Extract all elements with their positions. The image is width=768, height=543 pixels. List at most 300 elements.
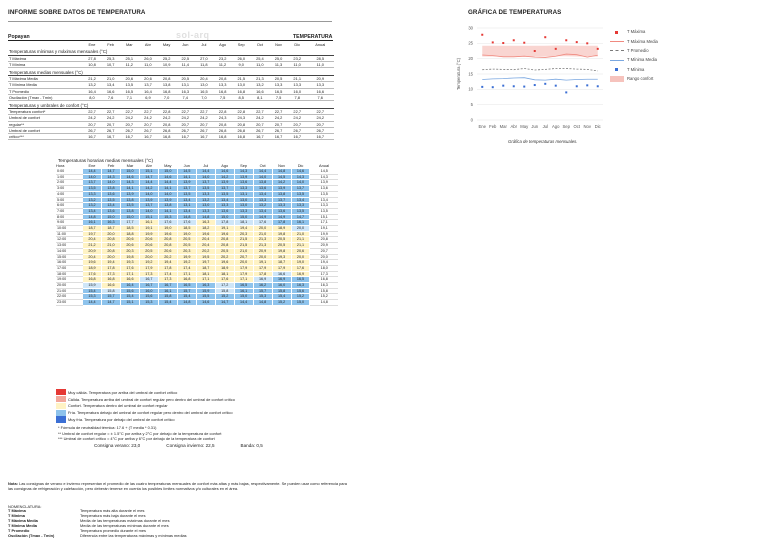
- hourly-cell: 16,7: [139, 283, 158, 289]
- cell-value: 24,2: [162, 115, 171, 121]
- cell-value: 11,2: [125, 61, 133, 67]
- hourly-cell: 13,4: [177, 197, 196, 203]
- hourly-cell: 19,6: [215, 260, 234, 266]
- hourly-cell: 15,1: [139, 214, 158, 220]
- hourly-cell: 17,1: [234, 277, 253, 283]
- hourly-cell: 14,8: [272, 169, 291, 175]
- hourly-cell: 17,6: [120, 265, 139, 271]
- cell-value: 11,3: [274, 61, 283, 67]
- hourly-cell: 13,8: [158, 203, 177, 209]
- hourly-cell: 21,5: [234, 243, 253, 249]
- hourly-cell: 20,8: [158, 237, 177, 243]
- hourly-cell: 15,0: [291, 300, 310, 306]
- hourly-cell: 14,6: [215, 169, 234, 175]
- cell-value: 20,6: [144, 76, 152, 82]
- monthly-table: [8, 42, 334, 140]
- hourly-cell: 17,2: [215, 283, 234, 289]
- x-tick-label: Jun: [531, 124, 539, 129]
- cell-value: 24,2: [125, 115, 134, 121]
- cell-value: 16,7: [293, 133, 301, 139]
- hourly-annual: 13,5: [310, 191, 338, 197]
- cell-value: 22,7: [125, 109, 134, 115]
- hourly-cell: 16,0: [272, 283, 291, 289]
- month-header: May: [164, 163, 172, 168]
- cell-value: 20,8: [218, 76, 227, 82]
- hourly-cell: 14,7: [102, 169, 121, 175]
- data-point: [565, 39, 567, 41]
- cell-value: 24,3: [218, 115, 227, 121]
- hourly-table-wrap: [56, 163, 338, 306]
- legend-label: Fría. Temperatura debajo del umbral de confort regular pero dentro del umbral de confort crítico: [68, 410, 233, 416]
- cell-value: 21,0: [106, 76, 115, 82]
- hourly-cell: 20,0: [139, 254, 158, 260]
- annual-value: 20,7: [316, 121, 325, 127]
- hourly-cell: 16,7: [139, 277, 158, 283]
- cell-value: 25,0: [274, 55, 283, 61]
- hourly-annual: 15,2: [310, 294, 338, 300]
- hourly-cell: 20,9: [253, 248, 272, 254]
- hourly-cell: 17,4: [177, 265, 196, 271]
- hourly-cell: 13,4: [253, 208, 272, 214]
- chart-legend-marker: [610, 66, 624, 72]
- cell-value: 22,7: [88, 109, 96, 115]
- cell-value: 11,4: [181, 61, 189, 67]
- cell-value: 9,0: [238, 61, 244, 67]
- hourly-cell: 13,5: [291, 208, 310, 214]
- glossary-definition: Temperatura más baja durante el mes: [80, 512, 146, 518]
- cell-value: 16,7: [274, 133, 283, 139]
- hourly-cell: 14,4: [196, 169, 215, 175]
- hourly-cell: 20,6: [139, 243, 158, 249]
- hourly-cell: 18,1: [215, 271, 234, 277]
- month-header: Sep: [237, 42, 245, 48]
- comfort-legend: [56, 389, 346, 423]
- hourly-cell: 14,4: [83, 169, 102, 175]
- hourly-cell: 21,1: [291, 243, 310, 249]
- hourly-cell: 13,5: [215, 191, 234, 197]
- hourly-cell: 20,0: [291, 226, 310, 232]
- glossary-row: [8, 534, 187, 539]
- hour-label: 17:00: [56, 265, 83, 271]
- x-tick-label: Dic: [594, 124, 601, 129]
- cell-value: 20,7: [256, 121, 264, 127]
- cell-value: 13,4: [106, 82, 115, 88]
- hour-label: 4:00: [56, 191, 83, 197]
- cell-value: 20,7: [181, 121, 190, 127]
- x-tick-label: Nov: [583, 124, 591, 129]
- hourly-cell: 16,0: [139, 288, 158, 294]
- annual-value: 26,7: [316, 127, 325, 133]
- report-title: INFORME SOBRE DATOS DE TEMPERATURA: [8, 9, 146, 16]
- cell-value: 7,0: [201, 94, 207, 100]
- hourly-cell: 19,5: [196, 254, 215, 260]
- cell-value: 22,8: [218, 109, 227, 115]
- hourly-cell: 15,0: [158, 169, 177, 175]
- chart-legend-label: T Promedio: [627, 47, 649, 53]
- cell-value: 26,7: [274, 127, 283, 133]
- month-header: Dic: [294, 42, 301, 48]
- hourly-cell: 13,3: [196, 208, 215, 214]
- hourly-cell: 13,2: [83, 197, 102, 203]
- cell-value: 22,7: [293, 109, 301, 115]
- hourly-cell: 16,8: [83, 277, 102, 283]
- data-point: [502, 42, 504, 44]
- hour-label: 0:00: [56, 169, 83, 175]
- cell-value: 24,2: [293, 115, 301, 121]
- annual-value: 24,2: [316, 115, 325, 121]
- hour-label: 8:00: [56, 214, 83, 220]
- cell-value: 16,7: [144, 133, 152, 139]
- hourly-cell: 15,1: [120, 300, 139, 306]
- hourly-cell: 15,4: [272, 294, 291, 300]
- cell-value: 16,7: [256, 133, 264, 139]
- hourly-cell: 19,4: [234, 226, 253, 232]
- hour-label: 9:00: [56, 220, 83, 226]
- hourly-cell: 15,7: [253, 288, 272, 294]
- cell-value: 26,0: [237, 55, 246, 61]
- hourly-cell: 16,1: [291, 220, 310, 226]
- month-header: Feb: [107, 42, 114, 48]
- hourly-cell: 15,6: [120, 288, 139, 294]
- hour-label: 1:00: [56, 174, 83, 180]
- cell-value: 10,8: [88, 61, 96, 67]
- cell-value: 22,7: [274, 109, 283, 115]
- hourly-cell: 20,3: [177, 248, 196, 254]
- hourly-cell: 16,9: [272, 277, 291, 283]
- hourly-annual: 19,4: [310, 260, 338, 266]
- x-tick-label: Sep: [562, 124, 570, 129]
- hourly-cell: 13,1: [234, 191, 253, 197]
- cell-value: 22,8: [237, 109, 246, 115]
- hourly-cell: 17,3: [102, 271, 121, 277]
- cell-value: 26,0: [144, 55, 152, 61]
- hourly-annual: 15,8: [310, 288, 338, 294]
- hourly-cell: 14,0: [139, 208, 158, 214]
- hourly-cell: 19,4: [102, 260, 121, 266]
- data-point: [492, 41, 494, 43]
- x-tick-label: May: [520, 124, 529, 129]
- y-tick-label: 10: [468, 86, 473, 92]
- hourly-cell: 13,6: [272, 208, 291, 214]
- cell-value: 16,3: [181, 88, 190, 94]
- cell-value: 20,7: [293, 121, 301, 127]
- hourly-cell: 13,8: [120, 208, 139, 214]
- hourly-cell: 20,4: [196, 243, 215, 249]
- hourly-cell: 20,0: [291, 254, 310, 260]
- hourly-cell: 13,7: [139, 203, 158, 209]
- cell-value: 16,8: [237, 88, 246, 94]
- hourly-cell: 19,9: [177, 254, 196, 260]
- hour-label: 7:00: [56, 208, 83, 214]
- hourly-cell: 14,6: [291, 169, 310, 175]
- cell-value: 26,8: [237, 127, 246, 133]
- hourly-cell: 15,0: [102, 214, 121, 220]
- hourly-cell: 19,1: [215, 226, 234, 232]
- hourly-cell: 17,6: [291, 265, 310, 271]
- cell-value: 13,1: [181, 82, 190, 88]
- month-header: Nov: [278, 163, 286, 168]
- month-header: Jun: [183, 163, 190, 168]
- hourly-cell: 16,5: [291, 277, 310, 283]
- cell-value: 7,8: [294, 94, 300, 100]
- hourly-cell: 14,3: [291, 174, 310, 180]
- glossary-definition: Temperatura más alta durante el mes: [80, 508, 145, 513]
- cell-value: 25,1: [125, 55, 134, 61]
- series-line: [482, 78, 598, 80]
- note-paragraph: Nota: Las consignas de verano e invierno representan el promedio de las cuatro temperaturas mensuales de confort más altas y más bajas, respectivamente. Se pueden usar como referencia para las consignas de refrigeración y calefacción, pero deberán tenerse en cuenta los posibles límites normativos y/o culturales en el área.: [8, 481, 347, 492]
- hourly-cell: 20,7: [234, 254, 253, 260]
- cell-value: 11,8: [200, 61, 208, 67]
- hourly-cell: 15,7: [102, 294, 121, 300]
- hourly-cell: 14,4: [158, 180, 177, 186]
- hourly-cell: 13,2: [253, 203, 272, 209]
- row-label: T Mínima: [9, 61, 26, 67]
- cell-value: 24,2: [106, 115, 115, 121]
- hourly-cell: 13,6: [102, 191, 121, 197]
- cell-value: 16,8: [237, 133, 246, 139]
- cell-value: 24,2: [144, 115, 152, 121]
- cell-value: 6,9: [145, 94, 151, 100]
- hour-label: 21:00: [56, 288, 83, 294]
- hourly-cell: 14,3: [120, 180, 139, 186]
- chart-legend-marker: [610, 29, 624, 35]
- cell-value: 26,7: [181, 127, 190, 133]
- cell-value: 20,5: [274, 76, 283, 82]
- month-header: Jun: [182, 42, 189, 48]
- cell-value: 20,7: [125, 121, 134, 127]
- hourly-cell: 19,1: [139, 226, 158, 232]
- row-label: Umbral de confort: [9, 115, 40, 121]
- legend-swatch: [56, 416, 66, 422]
- hourly-cell: 17,7: [120, 220, 139, 226]
- hourly-cell: 17,8: [253, 271, 272, 277]
- hourly-cell: 13,4: [253, 191, 272, 197]
- annual-value: 22,7: [316, 109, 325, 115]
- data-point: [544, 83, 546, 85]
- hourly-cell: 18,9: [83, 265, 102, 271]
- hourly-cell: 13,5: [177, 191, 196, 197]
- hourly-cell: 16,3: [102, 220, 121, 226]
- x-tick-label: Mar: [499, 124, 507, 129]
- hourly-cell: 21,0: [234, 248, 253, 254]
- hourly-cell: 20,0: [234, 260, 253, 266]
- hourly-cell: 16,5: [234, 283, 253, 289]
- glossary: [8, 509, 187, 538]
- hourly-cell: 13,1: [177, 203, 196, 209]
- hourly-cell: 14,3: [234, 169, 253, 175]
- hourly-cell: 19,6: [196, 231, 215, 237]
- hourly-cell: 21,0: [253, 231, 272, 237]
- cell-value: 7,5: [219, 94, 226, 100]
- hourly-cell: 17,9: [272, 265, 291, 271]
- hourly-cell: 15,0: [234, 214, 253, 220]
- month-header: Mar: [125, 42, 133, 48]
- cell-value: 16,0: [293, 88, 301, 94]
- row-label: Temperatura confort*: [9, 109, 46, 115]
- hourly-cell: 16,6: [272, 271, 291, 277]
- hourly-cell: 20,2: [158, 254, 177, 260]
- hourly-cell: 15,6: [291, 288, 310, 294]
- hourly-annual: 14,5: [310, 169, 338, 175]
- data-point: [502, 85, 504, 87]
- hourly-cell: 21,2: [83, 243, 102, 249]
- hourly-cell: 13,3: [215, 203, 234, 209]
- hourly-cell: 14,4: [139, 180, 158, 186]
- cell-value: 24,2: [256, 115, 264, 121]
- hourly-cell: 14,5: [177, 169, 196, 175]
- hourly-cell: 13,9: [158, 197, 177, 203]
- cell-value: 20,7: [274, 121, 283, 127]
- hourly-cell: 19,3: [120, 260, 139, 266]
- cell-value: 20,8: [162, 121, 171, 127]
- hourly-cell: 17,6: [215, 277, 234, 283]
- cell-value: 16,8: [162, 133, 171, 139]
- month-header: Ago: [219, 42, 227, 48]
- hourly-cell: 13,0: [234, 203, 253, 209]
- cell-value: 8,5: [238, 94, 244, 100]
- hourly-cell: 14,4: [83, 300, 102, 306]
- chart-legend-item: [610, 55, 658, 64]
- cell-value: 26,7: [125, 127, 134, 133]
- hourly-cell: 21,1: [291, 237, 310, 243]
- chart-legend: [610, 27, 658, 83]
- cell-value: 8,0: [89, 94, 95, 100]
- hourly-cell: 14,7: [139, 174, 158, 180]
- hourly-cell: 18,7: [83, 226, 102, 232]
- hourly-cell: 14,8: [253, 300, 272, 306]
- cell-value: 11,0: [144, 61, 152, 67]
- cell-value: 24,2: [88, 115, 96, 121]
- section-title: Temperaturas mínimas y máximas mensuales (°C): [8, 47, 334, 55]
- series-line: [482, 68, 598, 70]
- hourly-cell: 15,2: [291, 294, 310, 300]
- cell-value: 16,7: [181, 133, 190, 139]
- hourly-cell: 16,1: [158, 288, 177, 294]
- hourly-cell: 18,5: [120, 226, 139, 232]
- data-point: [576, 85, 578, 87]
- hourly-cell: 14,8: [177, 300, 196, 306]
- hourly-cell: 19,6: [158, 231, 177, 237]
- hourly-annual: 16,3: [310, 283, 338, 289]
- hourly-cell: 15,3: [83, 294, 102, 300]
- legend-label: Muy cálida. Temperatura por arriba del umbral de confort crítico: [68, 389, 178, 395]
- chart-legend-label: T Máxima: [627, 29, 646, 35]
- cell-value: 26,7: [144, 127, 152, 133]
- hourly-cell: 18,8: [120, 231, 139, 237]
- hourly-cell: 13,3: [272, 203, 291, 209]
- cell-value: 13,3: [293, 82, 301, 88]
- hourly-cell: 15,8: [102, 288, 121, 294]
- cell-value: 16,7: [125, 133, 134, 139]
- month-header: Ago: [221, 163, 229, 168]
- monthly-table-wrap: [8, 42, 334, 140]
- cell-value: 10,7: [106, 61, 115, 67]
- hourly-cell: 16,2: [253, 283, 272, 289]
- legend-swatch: [56, 403, 66, 409]
- cell-value: 7,6: [107, 94, 114, 100]
- cell-value: 13,0: [200, 82, 208, 88]
- data-point: [597, 48, 599, 50]
- hourly-cell: 20,5: [215, 248, 234, 254]
- row-label: Umbral de confort: [9, 127, 40, 133]
- hourly-cell: 15,3: [158, 214, 177, 220]
- hourly-cell: 21,0: [102, 243, 121, 249]
- hourly-cell: 13,7: [291, 186, 310, 192]
- hourly-cell: 17,3: [139, 271, 158, 277]
- cell-value: 13,8: [162, 82, 171, 88]
- hourly-table: [56, 163, 338, 306]
- legend-item: [56, 403, 346, 410]
- cell-value: 16,7: [88, 133, 96, 139]
- hourly-cell: 13,9: [215, 180, 234, 186]
- month-header: Oct: [259, 163, 266, 168]
- hourly-cell: 20,0: [253, 226, 272, 232]
- cell-value: 20,7: [200, 121, 208, 127]
- hourly-cell: 20,5: [177, 237, 196, 243]
- hourly-cell: 20,3: [120, 248, 139, 254]
- hourly-cell: 14,0: [102, 180, 121, 186]
- hourly-cell: 13,4: [291, 197, 310, 203]
- data-point: [534, 50, 536, 52]
- hour-label: 3:00: [56, 186, 83, 192]
- data-point: [513, 39, 515, 41]
- hourly-cell: 19,8: [272, 248, 291, 254]
- hourly-cell: 19,6: [215, 231, 234, 237]
- hour-label: 18:00: [56, 271, 83, 277]
- cell-value: 7,1: [126, 94, 132, 100]
- row-label: T Máxima Media: [9, 76, 38, 82]
- hourly-cell: 14,1: [158, 186, 177, 192]
- glossary-term: T Mínima: [8, 512, 25, 518]
- hourly-cell: 20,4: [196, 237, 215, 243]
- hourly-cell: 15,4: [177, 294, 196, 300]
- hourly-cell: 18,5: [177, 226, 196, 232]
- hourly-cell: 15,3: [253, 294, 272, 300]
- hourly-cell: 13,8: [272, 191, 291, 197]
- data-point: [555, 85, 557, 87]
- month-header: Feb: [107, 163, 115, 168]
- hourly-cell: 16,8: [102, 277, 121, 283]
- cell-value: 13,7: [144, 82, 152, 88]
- month-header: Jul: [201, 42, 207, 48]
- hourly-cell: 14,8: [177, 214, 196, 220]
- hourly-cell: 21,5: [234, 237, 253, 243]
- hour-header: Hora: [56, 163, 65, 169]
- hourly-cell: 19,0: [177, 231, 196, 237]
- hour-label: 23:00: [56, 300, 83, 306]
- hourly-cell: 19,0: [158, 226, 177, 232]
- cell-value: 22,7: [181, 109, 190, 115]
- hourly-cell: 15,0: [215, 214, 234, 220]
- y-tick-label: 0: [470, 117, 473, 123]
- hourly-cell: 14,1: [177, 174, 196, 180]
- header-divider: [8, 21, 332, 22]
- cell-value: 26,7: [200, 127, 208, 133]
- hourly-cell: 16,4: [120, 283, 139, 289]
- hourly-cell: 16,5: [177, 283, 196, 289]
- data-point: [534, 84, 536, 86]
- hourly-cell: 17,9: [139, 265, 158, 271]
- month-header: Mar: [126, 163, 134, 168]
- hourly-cell: 13,6: [215, 208, 234, 214]
- cell-value: 20,7: [106, 121, 115, 127]
- hourly-cell: 17,1: [196, 277, 215, 283]
- watermark-logo: sol-arq: [176, 30, 210, 40]
- hourly-cell: 17,6: [158, 220, 177, 226]
- hourly-cell: 17,8: [158, 265, 177, 271]
- hourly-cell: 13,6: [234, 180, 253, 186]
- hourly-cell: 20,6: [291, 248, 310, 254]
